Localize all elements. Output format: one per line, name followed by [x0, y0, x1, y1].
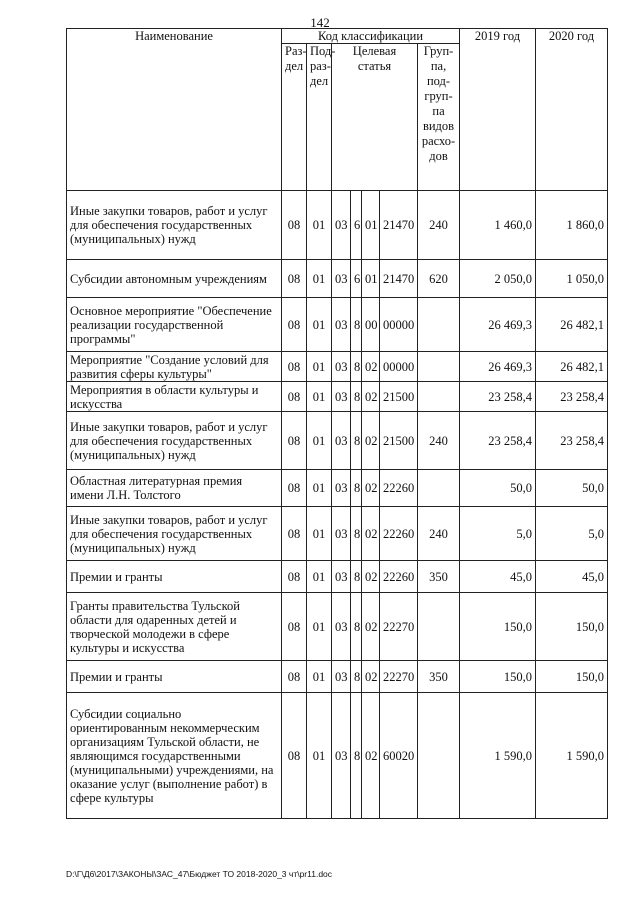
table-row — [67, 507, 608, 561]
header-name: Наименование — [67, 29, 282, 191]
header-group-line: видов — [422, 119, 455, 133]
row-target-event: 02 — [362, 661, 380, 693]
row-name: Основное мероприятие "Обеспечение реализации государственной программы" — [67, 298, 282, 352]
row-target-direction: 22260 — [380, 470, 418, 507]
row-expense-group — [418, 382, 460, 412]
row-amount-2019: 1 590,0 — [460, 693, 536, 819]
row-target-program: 03 — [332, 561, 351, 593]
row-expense-group: 620 — [418, 260, 460, 298]
row-target-direction: 00000 — [380, 352, 418, 382]
row-podrazdel: 01 — [307, 661, 332, 693]
row-amount-2020: 150,0 — [536, 661, 608, 693]
row-target-event: 01 — [362, 260, 380, 298]
row-name: Премии и гранты — [67, 661, 282, 693]
table-row — [67, 260, 608, 298]
row-amount-2019: 26 469,3 — [460, 352, 536, 382]
row-expense-group — [418, 693, 460, 819]
row-amount-2020: 1 860,0 — [536, 191, 608, 260]
footer-file-path: D:\Г\Д6\2017\ЗАКОНЫ\ЗАС_47\Бюджет ТО 2018-2020_3 чт\pr11.doc — [66, 869, 333, 879]
row-target-direction: 22270 — [380, 593, 418, 661]
table-row — [67, 661, 608, 693]
table-body — [67, 191, 608, 819]
row-expense-group — [418, 470, 460, 507]
row-expense-group: 240 — [418, 412, 460, 470]
row-razdel: 08 — [282, 507, 307, 561]
header-group-line: под- — [426, 74, 451, 88]
row-target-event: 02 — [362, 352, 380, 382]
row-target-program: 03 — [332, 352, 351, 382]
row-expense-group — [418, 352, 460, 382]
row-razdel: 08 — [282, 693, 307, 819]
row-target-subprogram: 8 — [351, 561, 362, 593]
row-target-direction: 00000 — [380, 298, 418, 352]
header-podrazdel — [307, 44, 336, 191]
row-amount-2020: 50,0 — [536, 470, 608, 507]
row-podrazdel: 01 — [307, 693, 332, 819]
row-target-subprogram: 6 — [351, 191, 362, 260]
row-razdel: 08 — [282, 298, 307, 352]
row-target-direction: 22260 — [380, 561, 418, 593]
row-podrazdel: 01 — [307, 352, 332, 382]
table-row — [67, 593, 608, 661]
row-razdel: 08 — [282, 561, 307, 593]
row-expense-group — [418, 593, 460, 661]
row-amount-2020: 26 482,1 — [536, 352, 608, 382]
header-classification-code: Код классификации — [282, 29, 460, 44]
row-target-program: 03 — [332, 661, 351, 693]
row-target-subprogram: 8 — [351, 470, 362, 507]
row-expense-group: 240 — [418, 191, 460, 260]
row-target-program: 03 — [332, 470, 351, 507]
row-razdel: 08 — [282, 470, 307, 507]
header-group-line: Груп- — [423, 44, 454, 58]
table-row — [67, 470, 608, 507]
row-amount-2020: 23 258,4 — [536, 382, 608, 412]
row-amount-2019: 150,0 — [460, 593, 536, 661]
table-row — [67, 298, 608, 352]
row-target-event: 01 — [362, 191, 380, 260]
header-podrazdel-line: Под- — [310, 44, 336, 58]
budget-table — [66, 28, 608, 819]
header-group-line: па — [432, 104, 445, 118]
header-group-line: па, — [430, 59, 447, 73]
row-amount-2020: 1 050,0 — [536, 260, 608, 298]
row-target-subprogram: 8 — [351, 382, 362, 412]
row-target-direction: 22270 — [380, 661, 418, 693]
header-razdel — [282, 44, 307, 191]
row-amount-2019: 50,0 — [460, 470, 536, 507]
row-name: Областная литературная премия имени Л.Н. Толстого — [67, 470, 282, 507]
row-target-subprogram: 8 — [351, 507, 362, 561]
row-target-subprogram: 6 — [351, 260, 362, 298]
row-name: Иные закупки товаров, работ и услуг для обеспечения государственных (муниципальных) нужд — [67, 507, 282, 561]
header-razdel-line: Раз- — [285, 44, 307, 58]
header-row-top — [67, 29, 608, 44]
row-target-direction: 22260 — [380, 507, 418, 561]
row-expense-group: 350 — [418, 661, 460, 693]
row-target-event: 00 — [362, 298, 380, 352]
row-amount-2019: 23 258,4 — [460, 412, 536, 470]
row-razdel: 08 — [282, 593, 307, 661]
row-amount-2019: 1 460,0 — [460, 191, 536, 260]
row-podrazdel: 01 — [307, 382, 332, 412]
row-amount-2020: 26 482,1 — [536, 298, 608, 352]
header-podrazdel-line: раз- — [310, 59, 331, 73]
table-row — [67, 412, 608, 470]
row-razdel: 08 — [282, 352, 307, 382]
row-podrazdel: 01 — [307, 298, 332, 352]
row-amount-2019: 5,0 — [460, 507, 536, 561]
row-target-direction: 21470 — [380, 260, 418, 298]
table-row — [67, 561, 608, 593]
row-amount-2019: 26 469,3 — [460, 298, 536, 352]
row-amount-2019: 150,0 — [460, 661, 536, 693]
row-name: Иные закупки товаров, работ и услуг для обеспечения государственных (муниципальных) нужд — [67, 412, 282, 470]
header-expense-group — [418, 44, 460, 191]
row-podrazdel: 01 — [307, 593, 332, 661]
row-target-subprogram: 8 — [351, 412, 362, 470]
row-target-event: 02 — [362, 470, 380, 507]
row-amount-2020: 23 258,4 — [536, 412, 608, 470]
header-year-2020: 2020 год — [536, 29, 608, 191]
row-target-event: 02 — [362, 593, 380, 661]
header-razdel-line: дел — [285, 59, 304, 73]
row-target-subprogram: 8 — [351, 352, 362, 382]
row-name: Гранты правительства Тульской области для одаренных детей и творческой молодежи в сфере культуры и искусства — [67, 593, 282, 661]
row-amount-2020: 45,0 — [536, 561, 608, 593]
row-target-program: 03 — [332, 693, 351, 819]
header-group-line: груп- — [424, 89, 453, 103]
row-razdel: 08 — [282, 191, 307, 260]
row-target-program: 03 — [332, 260, 351, 298]
row-target-event: 02 — [362, 507, 380, 561]
row-name: Мероприятие "Создание условий для развития сферы культуры" — [67, 352, 282, 382]
row-target-subprogram: 8 — [351, 298, 362, 352]
page-number: 142 — [310, 15, 330, 30]
row-target-event: 02 — [362, 693, 380, 819]
row-razdel: 08 — [282, 260, 307, 298]
row-target-direction: 21500 — [380, 382, 418, 412]
table-row — [67, 382, 608, 412]
row-podrazdel: 01 — [307, 260, 332, 298]
row-razdel: 08 — [282, 412, 307, 470]
row-amount-2020: 150,0 — [536, 593, 608, 661]
row-podrazdel: 01 — [307, 507, 332, 561]
row-target-program: 03 — [332, 191, 351, 260]
row-expense-group: 350 — [418, 561, 460, 593]
row-target-subprogram: 8 — [351, 693, 362, 819]
row-podrazdel: 01 — [307, 412, 332, 470]
table-row — [67, 693, 608, 819]
row-expense-group — [418, 298, 460, 352]
row-target-event: 02 — [362, 561, 380, 593]
row-target-direction: 21500 — [380, 412, 418, 470]
header-group-line: расхо- — [421, 134, 456, 148]
row-target-event: 02 — [362, 382, 380, 412]
row-razdel: 08 — [282, 382, 307, 412]
row-target-program: 03 — [332, 412, 351, 470]
row-target-subprogram: 8 — [351, 661, 362, 693]
row-podrazdel: 01 — [307, 191, 332, 260]
row-podrazdel: 01 — [307, 561, 332, 593]
row-razdel: 08 — [282, 661, 307, 693]
table-row — [67, 191, 608, 260]
row-podrazdel: 01 — [307, 470, 332, 507]
row-amount-2019: 2 050,0 — [460, 260, 536, 298]
row-amount-2019: 23 258,4 — [460, 382, 536, 412]
row-target-program: 03 — [332, 382, 351, 412]
row-name: Субсидии социально ориентированным некоммерческим организациям Тульской области, не являющимся государственными (муниципальными) учреждениями, на оказание услуг (выполнение работ) в сфере культуры — [67, 693, 282, 819]
row-name: Иные закупки товаров, работ и услуг для обеспечения государственных (муниципальных) нужд — [67, 191, 282, 260]
row-target-direction: 21470 — [380, 191, 418, 260]
row-expense-group: 240 — [418, 507, 460, 561]
row-name: Субсидии автономным учреждениям — [67, 260, 282, 298]
header-year-2019: 2019 год — [460, 29, 536, 191]
row-amount-2019: 45,0 — [460, 561, 536, 593]
row-target-program: 03 — [332, 507, 351, 561]
header-target-article: Целевая статья — [332, 44, 418, 191]
header-group-line: дов — [429, 149, 448, 163]
row-target-subprogram: 8 — [351, 593, 362, 661]
row-target-event: 02 — [362, 412, 380, 470]
row-name: Премии и гранты — [67, 561, 282, 593]
row-amount-2020: 1 590,0 — [536, 693, 608, 819]
header-podrazdel-line: дел — [310, 74, 329, 88]
row-name: Мероприятия в области культуры и искусства — [67, 382, 282, 412]
row-target-program: 03 — [332, 298, 351, 352]
row-target-program: 03 — [332, 593, 351, 661]
row-target-direction: 60020 — [380, 693, 418, 819]
table-row — [67, 352, 608, 382]
row-amount-2020: 5,0 — [536, 507, 608, 561]
